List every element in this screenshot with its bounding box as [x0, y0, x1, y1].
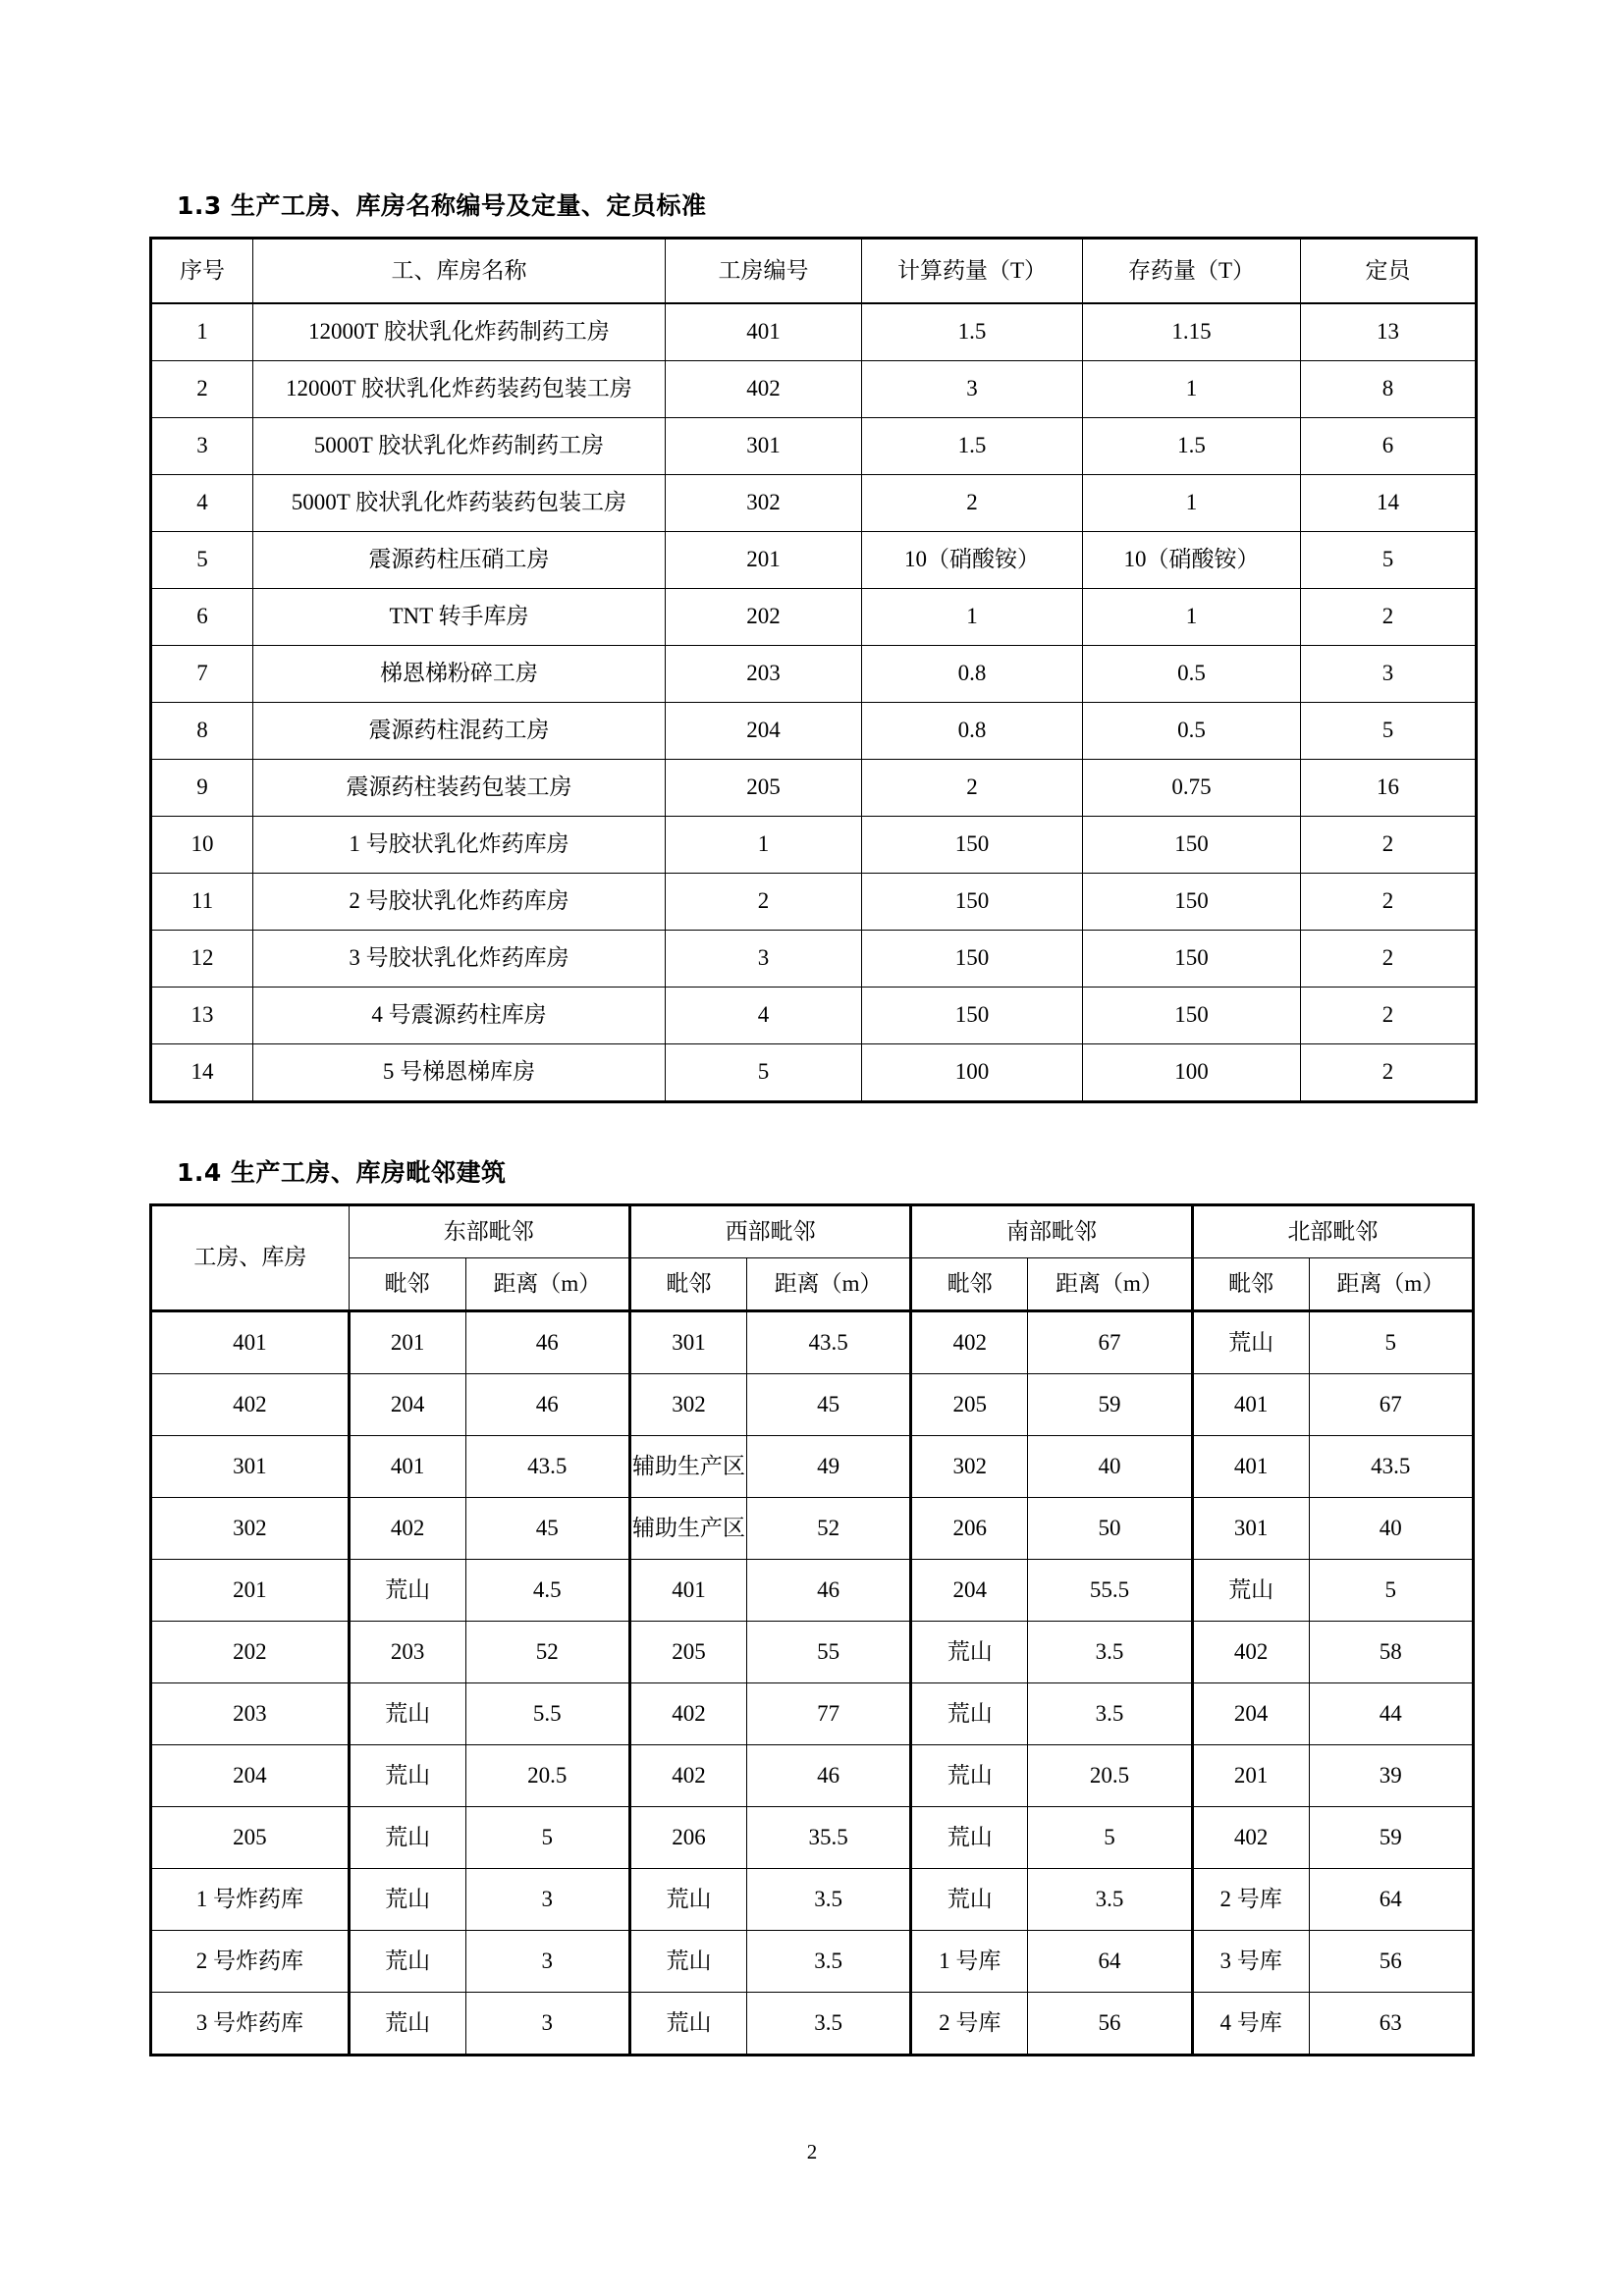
- cell-south-distance: 3.5: [1028, 1869, 1192, 1931]
- cell-staff: 2: [1301, 1044, 1477, 1102]
- cell-south-neighbor: 荒山: [911, 1807, 1028, 1869]
- cell-north-neighbor: 2 号库: [1192, 1869, 1309, 1931]
- column-header-code: 工房编号: [666, 239, 862, 304]
- cell-east-neighbor: 201: [349, 1311, 465, 1374]
- cell-room: 204: [151, 1745, 350, 1807]
- cell-staff: 14: [1301, 475, 1477, 532]
- cell-code: 302: [666, 475, 862, 532]
- cell-code: 2: [666, 874, 862, 931]
- cell-east-neighbor: 204: [349, 1374, 465, 1436]
- cell-east-neighbor: 荒山: [349, 1869, 465, 1931]
- cell-room: 301: [151, 1436, 350, 1498]
- cell-staff: 2: [1301, 589, 1477, 646]
- cell-north-neighbor: 201: [1192, 1745, 1309, 1807]
- cell-south-neighbor: 205: [911, 1374, 1028, 1436]
- cell-south-neighbor: 402: [911, 1311, 1028, 1374]
- cell-calc-amount: 2: [862, 760, 1083, 817]
- cell-north-neighbor: 荒山: [1192, 1311, 1309, 1374]
- cell-name: 12000T 胶状乳化炸药制药工房: [253, 303, 666, 361]
- page-number: 2: [806, 2140, 818, 2163]
- cell-south-distance: 20.5: [1028, 1745, 1192, 1807]
- cell-name: 震源药柱压硝工房: [253, 532, 666, 589]
- cell-staff: 2: [1301, 817, 1477, 874]
- cell-south-distance: 50: [1028, 1498, 1192, 1560]
- cell-west-neighbor: 205: [629, 1622, 746, 1683]
- cell-north-distance: 67: [1309, 1374, 1473, 1436]
- cell-west-distance: 35.5: [746, 1807, 910, 1869]
- cell-name: 5000T 胶状乳化炸药制药工房: [253, 418, 666, 475]
- table-row: [151, 931, 1477, 988]
- cell-staff: 8: [1301, 361, 1477, 418]
- cell-staff: 3: [1301, 646, 1477, 703]
- cell-north-neighbor: 204: [1192, 1683, 1309, 1745]
- cell-seq: 13: [151, 988, 253, 1044]
- cell-calc-amount: 1: [862, 589, 1083, 646]
- column-header-south-neighbor: 毗邻: [911, 1258, 1028, 1311]
- table-row: [151, 532, 1477, 589]
- cell-room: 401: [151, 1311, 350, 1374]
- cell-north-distance: 40: [1309, 1498, 1473, 1560]
- cell-south-distance: 40: [1028, 1436, 1192, 1498]
- cell-west-neighbor: 荒山: [629, 1931, 746, 1993]
- table-row: [151, 589, 1477, 646]
- table-row: [151, 988, 1477, 1044]
- cell-east-distance: 20.5: [465, 1745, 629, 1807]
- cell-calc-amount: 0.8: [862, 703, 1083, 760]
- cell-south-neighbor: 204: [911, 1560, 1028, 1622]
- cell-seq: 12: [151, 931, 253, 988]
- cell-seq: 9: [151, 760, 253, 817]
- table-row: [151, 475, 1477, 532]
- cell-south-distance: 3.5: [1028, 1622, 1192, 1683]
- cell-north-distance: 63: [1309, 1993, 1473, 2056]
- cell-code: 1: [666, 817, 862, 874]
- cell-north-distance: 39: [1309, 1745, 1473, 1807]
- cell-west-distance: 77: [746, 1683, 910, 1745]
- cell-south-distance: 59: [1028, 1374, 1192, 1436]
- cell-code: 401: [666, 303, 862, 361]
- cell-seq: 10: [151, 817, 253, 874]
- cell-code: 3: [666, 931, 862, 988]
- cell-name: 4 号震源药柱库房: [253, 988, 666, 1044]
- cell-calc-amount: 1.5: [862, 418, 1083, 475]
- cell-staff: 5: [1301, 703, 1477, 760]
- cell-east-neighbor: 203: [349, 1622, 465, 1683]
- column-header-west-neighbor: 毗邻: [629, 1258, 746, 1311]
- cell-name: 5 号梯恩梯库房: [253, 1044, 666, 1102]
- column-header-staff: 定员: [1301, 239, 1477, 304]
- table-row: [151, 646, 1477, 703]
- cell-east-neighbor: 荒山: [349, 1560, 465, 1622]
- cell-code: 4: [666, 988, 862, 1044]
- cell-code: 205: [666, 760, 862, 817]
- cell-staff: 2: [1301, 931, 1477, 988]
- cell-west-distance: 43.5: [746, 1311, 910, 1374]
- cell-west-neighbor: 辅助生产区: [629, 1436, 746, 1498]
- cell-east-distance: 3: [465, 1993, 629, 2056]
- cell-calc-amount: 1.5: [862, 303, 1083, 361]
- table-row: [151, 1931, 1474, 1993]
- cell-west-distance: 46: [746, 1560, 910, 1622]
- cell-store-amount: 1.15: [1083, 303, 1301, 361]
- column-header-south-distance: 距离（m）: [1028, 1258, 1192, 1311]
- column-header-west-distance: 距离（m）: [746, 1258, 910, 1311]
- cell-staff: 5: [1301, 532, 1477, 589]
- cell-name: 1 号胶状乳化炸药库房: [253, 817, 666, 874]
- cell-west-distance: 3.5: [746, 1931, 910, 1993]
- cell-west-neighbor: 荒山: [629, 1993, 746, 2056]
- cell-calc-amount: 2: [862, 475, 1083, 532]
- cell-code: 203: [666, 646, 862, 703]
- cell-north-distance: 56: [1309, 1931, 1473, 1993]
- cell-east-neighbor: 402: [349, 1498, 465, 1560]
- column-header-calc-amount: 计算药量（T）: [862, 239, 1083, 304]
- cell-east-distance: 5: [465, 1807, 629, 1869]
- cell-east-neighbor: 荒山: [349, 1683, 465, 1745]
- cell-west-neighbor: 402: [629, 1745, 746, 1807]
- page-content: [149, 191, 1475, 2056]
- cell-west-neighbor: 301: [629, 1311, 746, 1374]
- table-row: [151, 817, 1477, 874]
- cell-south-distance: 64: [1028, 1931, 1192, 1993]
- cell-calc-amount: 150: [862, 817, 1083, 874]
- cell-store-amount: 100: [1083, 1044, 1301, 1102]
- cell-code: 301: [666, 418, 862, 475]
- table-row: [151, 1683, 1474, 1745]
- table-row: [151, 1311, 1474, 1374]
- cell-west-distance: 46: [746, 1745, 910, 1807]
- cell-south-neighbor: 荒山: [911, 1622, 1028, 1683]
- cell-east-neighbor: 荒山: [349, 1745, 465, 1807]
- cell-store-amount: 1: [1083, 361, 1301, 418]
- cell-staff: 2: [1301, 988, 1477, 1044]
- table-row: [151, 1436, 1474, 1498]
- cell-staff: 13: [1301, 303, 1477, 361]
- cell-room: 1 号炸药库: [151, 1869, 350, 1931]
- cell-name: 震源药柱装药包装工房: [253, 760, 666, 817]
- table-header-row-subs: [151, 1258, 1474, 1311]
- cell-west-distance: 45: [746, 1374, 910, 1436]
- cell-north-distance: 43.5: [1309, 1436, 1473, 1498]
- column-group-header-east: 东部毗邻: [349, 1205, 629, 1258]
- cell-north-neighbor: 402: [1192, 1807, 1309, 1869]
- cell-west-distance: 3.5: [746, 1993, 910, 2056]
- table-row: [151, 1745, 1474, 1807]
- cell-west-distance: 52: [746, 1498, 910, 1560]
- cell-name: 3 号胶状乳化炸药库房: [253, 931, 666, 988]
- cell-store-amount: 1: [1083, 475, 1301, 532]
- cell-north-neighbor: 402: [1192, 1622, 1309, 1683]
- cell-seq: 11: [151, 874, 253, 931]
- cell-south-neighbor: 206: [911, 1498, 1028, 1560]
- cell-east-distance: 3: [465, 1931, 629, 1993]
- cell-east-distance: 43.5: [465, 1436, 629, 1498]
- cell-north-distance: 44: [1309, 1683, 1473, 1745]
- cell-room: 205: [151, 1807, 350, 1869]
- cell-east-distance: 46: [465, 1374, 629, 1436]
- cell-north-distance: 58: [1309, 1622, 1473, 1683]
- cell-south-distance: 55.5: [1028, 1560, 1192, 1622]
- cell-calc-amount: 150: [862, 931, 1083, 988]
- cell-east-distance: 46: [465, 1311, 629, 1374]
- cell-west-neighbor: 302: [629, 1374, 746, 1436]
- cell-seq: 2: [151, 361, 253, 418]
- column-header-north-neighbor: 毗邻: [1192, 1258, 1309, 1311]
- cell-room: 202: [151, 1622, 350, 1683]
- cell-west-distance: 49: [746, 1436, 910, 1498]
- cell-store-amount: 150: [1083, 874, 1301, 931]
- cell-east-distance: 4.5: [465, 1560, 629, 1622]
- table-row: [151, 418, 1477, 475]
- cell-staff: 6: [1301, 418, 1477, 475]
- cell-calc-amount: 3: [862, 361, 1083, 418]
- section-heading-1-4: 1.4 生产工房、库房毗邻建筑: [177, 1158, 507, 1187]
- cell-name: 震源药柱混药工房: [253, 703, 666, 760]
- cell-calc-amount: 100: [862, 1044, 1083, 1102]
- cell-calc-amount: 0.8: [862, 646, 1083, 703]
- cell-store-amount: 10（硝酸铵）: [1083, 532, 1301, 589]
- cell-north-neighbor: 荒山: [1192, 1560, 1309, 1622]
- cell-south-neighbor: 荒山: [911, 1683, 1028, 1745]
- cell-west-neighbor: 荒山: [629, 1869, 746, 1931]
- cell-room: 2 号炸药库: [151, 1931, 350, 1993]
- cell-north-neighbor: 401: [1192, 1374, 1309, 1436]
- cell-code: 5: [666, 1044, 862, 1102]
- cell-seq: 5: [151, 532, 253, 589]
- cell-code: 204: [666, 703, 862, 760]
- cell-room: 201: [151, 1560, 350, 1622]
- cell-room: 3 号炸药库: [151, 1993, 350, 2056]
- cell-name: 5000T 胶状乳化炸药装药包装工房: [253, 475, 666, 532]
- column-header-store-amount: 存药量（T）: [1083, 239, 1301, 304]
- cell-store-amount: 1.5: [1083, 418, 1301, 475]
- cell-north-distance: 59: [1309, 1807, 1473, 1869]
- cell-east-neighbor: 荒山: [349, 1993, 465, 2056]
- cell-south-neighbor: 荒山: [911, 1745, 1028, 1807]
- table-row: [151, 1560, 1474, 1622]
- column-header-seq: 序号: [151, 239, 253, 304]
- cell-north-distance: 64: [1309, 1869, 1473, 1931]
- column-group-header-west: 西部毗邻: [629, 1205, 910, 1258]
- cell-store-amount: 150: [1083, 817, 1301, 874]
- cell-code: 201: [666, 532, 862, 589]
- cell-east-neighbor: 荒山: [349, 1931, 465, 1993]
- cell-south-neighbor: 302: [911, 1436, 1028, 1498]
- cell-west-neighbor: 401: [629, 1560, 746, 1622]
- cell-room: 402: [151, 1374, 350, 1436]
- cell-room: 203: [151, 1683, 350, 1745]
- cell-east-distance: 45: [465, 1498, 629, 1560]
- cell-store-amount: 0.5: [1083, 646, 1301, 703]
- table-row: [151, 1993, 1474, 2056]
- cell-room: 302: [151, 1498, 350, 1560]
- cell-staff: 16: [1301, 760, 1477, 817]
- table-row: [151, 303, 1477, 361]
- cell-east-distance: 5.5: [465, 1683, 629, 1745]
- table-row: [151, 1044, 1477, 1102]
- cell-seq: 8: [151, 703, 253, 760]
- column-header-name: 工、库房名称: [253, 239, 666, 304]
- cell-store-amount: 0.75: [1083, 760, 1301, 817]
- cell-calc-amount: 150: [862, 988, 1083, 1044]
- column-header-east-distance: 距离（m）: [465, 1258, 629, 1311]
- cell-south-distance: 5: [1028, 1807, 1192, 1869]
- workshop-inventory-table: [149, 237, 1478, 1103]
- cell-seq: 3: [151, 418, 253, 475]
- cell-east-distance: 52: [465, 1622, 629, 1683]
- cell-seq: 14: [151, 1044, 253, 1102]
- cell-east-neighbor: 荒山: [349, 1807, 465, 1869]
- column-header-room: 工房、库房: [151, 1205, 350, 1311]
- table-row: [151, 874, 1477, 931]
- table-row: [151, 760, 1477, 817]
- cell-south-distance: 56: [1028, 1993, 1192, 2056]
- cell-south-neighbor: 2 号库: [911, 1993, 1028, 2056]
- cell-south-neighbor: 1 号库: [911, 1931, 1028, 1993]
- cell-north-neighbor: 3 号库: [1192, 1931, 1309, 1993]
- column-header-north-distance: 距离（m）: [1309, 1258, 1473, 1311]
- cell-store-amount: 150: [1083, 931, 1301, 988]
- section-heading-1-3: 1.3 生产工房、库房名称编号及定量、定员标准: [177, 191, 707, 220]
- cell-store-amount: 150: [1083, 988, 1301, 1044]
- cell-name: TNT 转手库房: [253, 589, 666, 646]
- table-row: [151, 1498, 1474, 1560]
- cell-name: 梯恩梯粉碎工房: [253, 646, 666, 703]
- table-row: [151, 1807, 1474, 1869]
- cell-east-neighbor: 401: [349, 1436, 465, 1498]
- cell-staff: 2: [1301, 874, 1477, 931]
- column-group-header-north: 北部毗邻: [1192, 1205, 1473, 1258]
- cell-name: 2 号胶状乳化炸药库房: [253, 874, 666, 931]
- table-row: [151, 1622, 1474, 1683]
- cell-north-distance: 5: [1309, 1311, 1473, 1374]
- cell-store-amount: 0.5: [1083, 703, 1301, 760]
- cell-south-distance: 67: [1028, 1311, 1192, 1374]
- cell-west-distance: 3.5: [746, 1869, 910, 1931]
- cell-south-neighbor: 荒山: [911, 1869, 1028, 1931]
- cell-seq: 7: [151, 646, 253, 703]
- cell-seq: 1: [151, 303, 253, 361]
- cell-east-distance: 3: [465, 1869, 629, 1931]
- cell-seq: 4: [151, 475, 253, 532]
- table-row: [151, 1374, 1474, 1436]
- cell-code: 202: [666, 589, 862, 646]
- column-header-east-neighbor: 毗邻: [349, 1258, 465, 1311]
- table-row: [151, 703, 1477, 760]
- cell-calc-amount: 150: [862, 874, 1083, 931]
- cell-north-neighbor: 401: [1192, 1436, 1309, 1498]
- cell-north-neighbor: 4 号库: [1192, 1993, 1309, 2056]
- cell-store-amount: 1: [1083, 589, 1301, 646]
- cell-seq: 6: [151, 589, 253, 646]
- cell-north-neighbor: 301: [1192, 1498, 1309, 1560]
- cell-name: 12000T 胶状乳化炸药装药包装工房: [253, 361, 666, 418]
- cell-west-neighbor: 206: [629, 1807, 746, 1869]
- cell-code: 402: [666, 361, 862, 418]
- table-header-row-groups: [151, 1205, 1474, 1258]
- cell-west-distance: 55: [746, 1622, 910, 1683]
- cell-south-distance: 3.5: [1028, 1683, 1192, 1745]
- cell-west-neighbor: 402: [629, 1683, 746, 1745]
- cell-north-distance: 5: [1309, 1560, 1473, 1622]
- column-group-header-south: 南部毗邻: [911, 1205, 1192, 1258]
- table-row: [151, 361, 1477, 418]
- table-header-row: [151, 239, 1477, 304]
- neighboring-buildings-table: [149, 1203, 1475, 2056]
- cell-west-neighbor: 辅助生产区: [629, 1498, 746, 1560]
- cell-calc-amount: 10（硝酸铵）: [862, 532, 1083, 589]
- table-row: [151, 1869, 1474, 1931]
